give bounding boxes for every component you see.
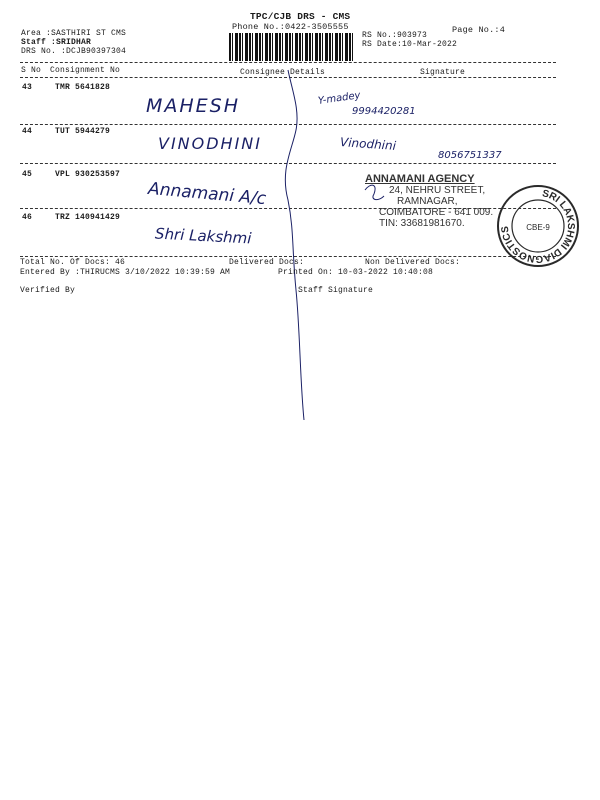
pen-stroke bbox=[285, 70, 304, 420]
handwritten-phone: 8056751337 bbox=[438, 150, 502, 161]
rs-date: RS Date:10-Mar-2022 bbox=[362, 40, 458, 49]
handwritten-consignee: Shri Lakshmi bbox=[154, 224, 252, 248]
row-sno: 46 bbox=[22, 213, 33, 222]
col-sno: S No bbox=[21, 66, 42, 75]
rs-number: RS No.:903973 bbox=[362, 31, 428, 40]
row-sno: 45 bbox=[22, 170, 33, 179]
drs-number: DRS No. :DCJB90397304 bbox=[21, 47, 127, 56]
delivered-docs: Delivered Docs: bbox=[229, 258, 305, 267]
verified-by: Verified By bbox=[20, 286, 76, 295]
handwritten-signature: Y-madey bbox=[317, 90, 362, 107]
round-stamp-center: CBE-9 bbox=[526, 223, 550, 232]
pen-stroke bbox=[365, 185, 384, 199]
col-signature: Signature bbox=[420, 68, 466, 77]
row-consignment: TMR 5641828 bbox=[55, 83, 111, 92]
agency-address-line: TIN: 33681981670. bbox=[379, 218, 465, 229]
agency-address-line: 24, NEHRU STREET, bbox=[389, 185, 486, 196]
non-delivered-docs: Non Delivered Docs: bbox=[365, 258, 461, 267]
row-consignment: VPL 930253597 bbox=[55, 170, 121, 179]
round-stamp-text: SRI LAKSHMI DIAGNOSTICS bbox=[499, 188, 576, 265]
phone-number: Phone No.:0422-3505555 bbox=[232, 22, 349, 32]
report-title: TPC/CJB DRS - CMS bbox=[250, 11, 351, 22]
printed-on: Printed On: 10-03-2022 10:40:08 bbox=[278, 268, 434, 277]
agency-name: ANNAMANI AGENCY bbox=[365, 173, 475, 185]
staff-label: Staff :SRIDHAR bbox=[21, 38, 92, 47]
handwritten-signature: Vinodhini bbox=[339, 135, 397, 153]
page-number: Page No.:4 bbox=[452, 25, 506, 35]
handwritten-consignee: VINODHINI bbox=[158, 134, 262, 153]
agency-address-line: RAMNAGAR, bbox=[397, 196, 458, 207]
area-label: Area :SASTHIRI ST CMS bbox=[21, 29, 127, 38]
entered-by: Entered By :THIRUCMS 3/10/2022 10:39:59 AM bbox=[20, 268, 231, 277]
staff-signature: Staff Signature bbox=[298, 286, 374, 295]
total-docs: Total No. Of Docs: 46 bbox=[20, 258, 126, 267]
handwritten-consignee: Annamani A/c bbox=[147, 178, 267, 210]
row-sno: 44 bbox=[22, 127, 33, 136]
row-consignment: TRZ 140941429 bbox=[55, 213, 121, 222]
agency-address-line: COIMBATORE - 641 009. bbox=[379, 207, 494, 218]
handwritten-phone: 9994420281 bbox=[352, 106, 416, 117]
row-sno: 43 bbox=[22, 83, 33, 92]
row-consignment: TUT 5944279 bbox=[55, 127, 111, 136]
col-consignment: Consignment No bbox=[50, 66, 121, 75]
handwritten-consignee: MAHESH bbox=[146, 95, 241, 117]
col-consignee: Consignee Details bbox=[240, 68, 326, 77]
